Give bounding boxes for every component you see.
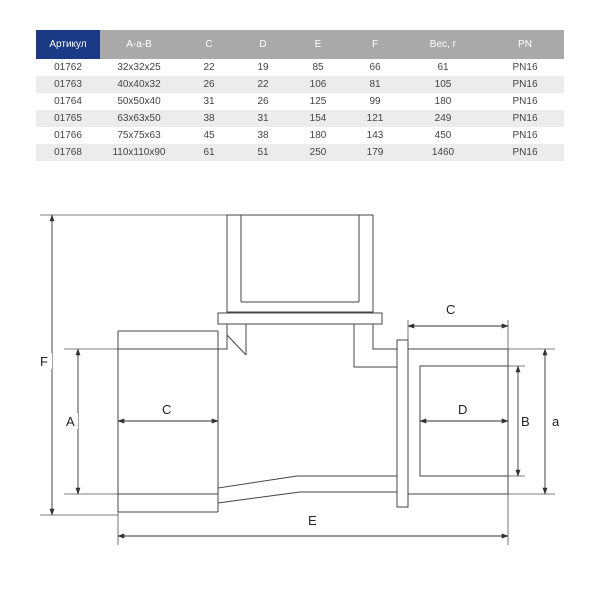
cell-f: 66: [350, 59, 400, 76]
cell-weight: 1460: [400, 144, 486, 161]
dimension-lines: [52, 215, 545, 536]
cell-article: 01764: [36, 93, 100, 110]
cell-weight: 61: [400, 59, 486, 76]
cell-weight: 249: [400, 110, 486, 127]
cell-c: 61: [178, 144, 240, 161]
cell-pn: PN16: [486, 127, 564, 144]
right-flange-ring: [397, 340, 408, 507]
cell-c: 26: [178, 76, 240, 93]
label-B: B: [521, 414, 530, 429]
cell-article: 01766: [36, 127, 100, 144]
label-c-top: C: [446, 302, 456, 317]
label-e: E: [308, 513, 317, 528]
cell-c: 38: [178, 110, 240, 127]
extension-lines: [40, 215, 555, 545]
cell-article: 01765: [36, 110, 100, 127]
header-c: C: [178, 30, 240, 59]
branch-neck-left-taper: [227, 335, 246, 355]
cell-pn: PN16: [486, 110, 564, 127]
label-A: A: [66, 414, 75, 429]
cell-c: 31: [178, 93, 240, 110]
cell-c: 22: [178, 59, 240, 76]
cell-e: 106: [286, 76, 350, 93]
cell-weight: 105: [400, 76, 486, 93]
cell-e: 250: [286, 144, 350, 161]
header-weight: Вес, г: [400, 30, 486, 59]
branch-collar: [218, 313, 382, 324]
header-article: Артикул: [36, 30, 100, 59]
cell-d: 26: [240, 93, 286, 110]
branch-neck-left: [218, 324, 227, 349]
header-e: E: [286, 30, 350, 59]
cell-pn: PN16: [486, 93, 564, 110]
cell-article: 01762: [36, 59, 100, 76]
cell-size: 110x110x90: [100, 144, 178, 161]
header-f: F: [350, 30, 400, 59]
cell-e: 154: [286, 110, 350, 127]
header-size: A-a-B: [100, 30, 178, 59]
header-pn: PN: [486, 30, 564, 59]
cell-f: 81: [350, 76, 400, 93]
cell-article: 01763: [36, 76, 100, 93]
cell-article: 01768: [36, 144, 100, 161]
cell-pn: PN16: [486, 76, 564, 93]
cell-d: 31: [240, 110, 286, 127]
cell-c: 45: [178, 127, 240, 144]
cell-f: 121: [350, 110, 400, 127]
cell-size: 50x50x40: [100, 93, 178, 110]
run-bottom-inner: [218, 492, 397, 503]
cell-d: 22: [240, 76, 286, 93]
branch-socket: [227, 215, 373, 312]
cell-d: 51: [240, 144, 286, 161]
header-d: D: [240, 30, 286, 59]
branch-neck-right-outer: [373, 324, 397, 349]
cell-d: 19: [240, 59, 286, 76]
run-bottom-outer: [218, 476, 397, 494]
cell-e: 85: [286, 59, 350, 76]
cell-f: 99: [350, 93, 400, 110]
cell-weight: 450: [400, 127, 486, 144]
fitting-outline: [118, 215, 508, 512]
cell-e: 125: [286, 93, 350, 110]
cell-f: 143: [350, 127, 400, 144]
cell-pn: PN16: [486, 59, 564, 76]
branch-neck-right: [354, 324, 397, 367]
label-d: D: [458, 402, 468, 417]
cell-size: 75x75x63: [100, 127, 178, 144]
label-c-left: C: [162, 402, 172, 417]
cell-e: 180: [286, 127, 350, 144]
cell-pn: PN16: [486, 144, 564, 161]
cell-weight: 180: [400, 93, 486, 110]
cell-size: 63x63x50: [100, 110, 178, 127]
label-a: a: [552, 414, 560, 429]
cell-size: 32x32x25: [100, 59, 178, 76]
label-f: F: [40, 354, 48, 369]
cell-f: 179: [350, 144, 400, 161]
cell-size: 40x40x32: [100, 76, 178, 93]
cell-d: 38: [240, 127, 286, 144]
